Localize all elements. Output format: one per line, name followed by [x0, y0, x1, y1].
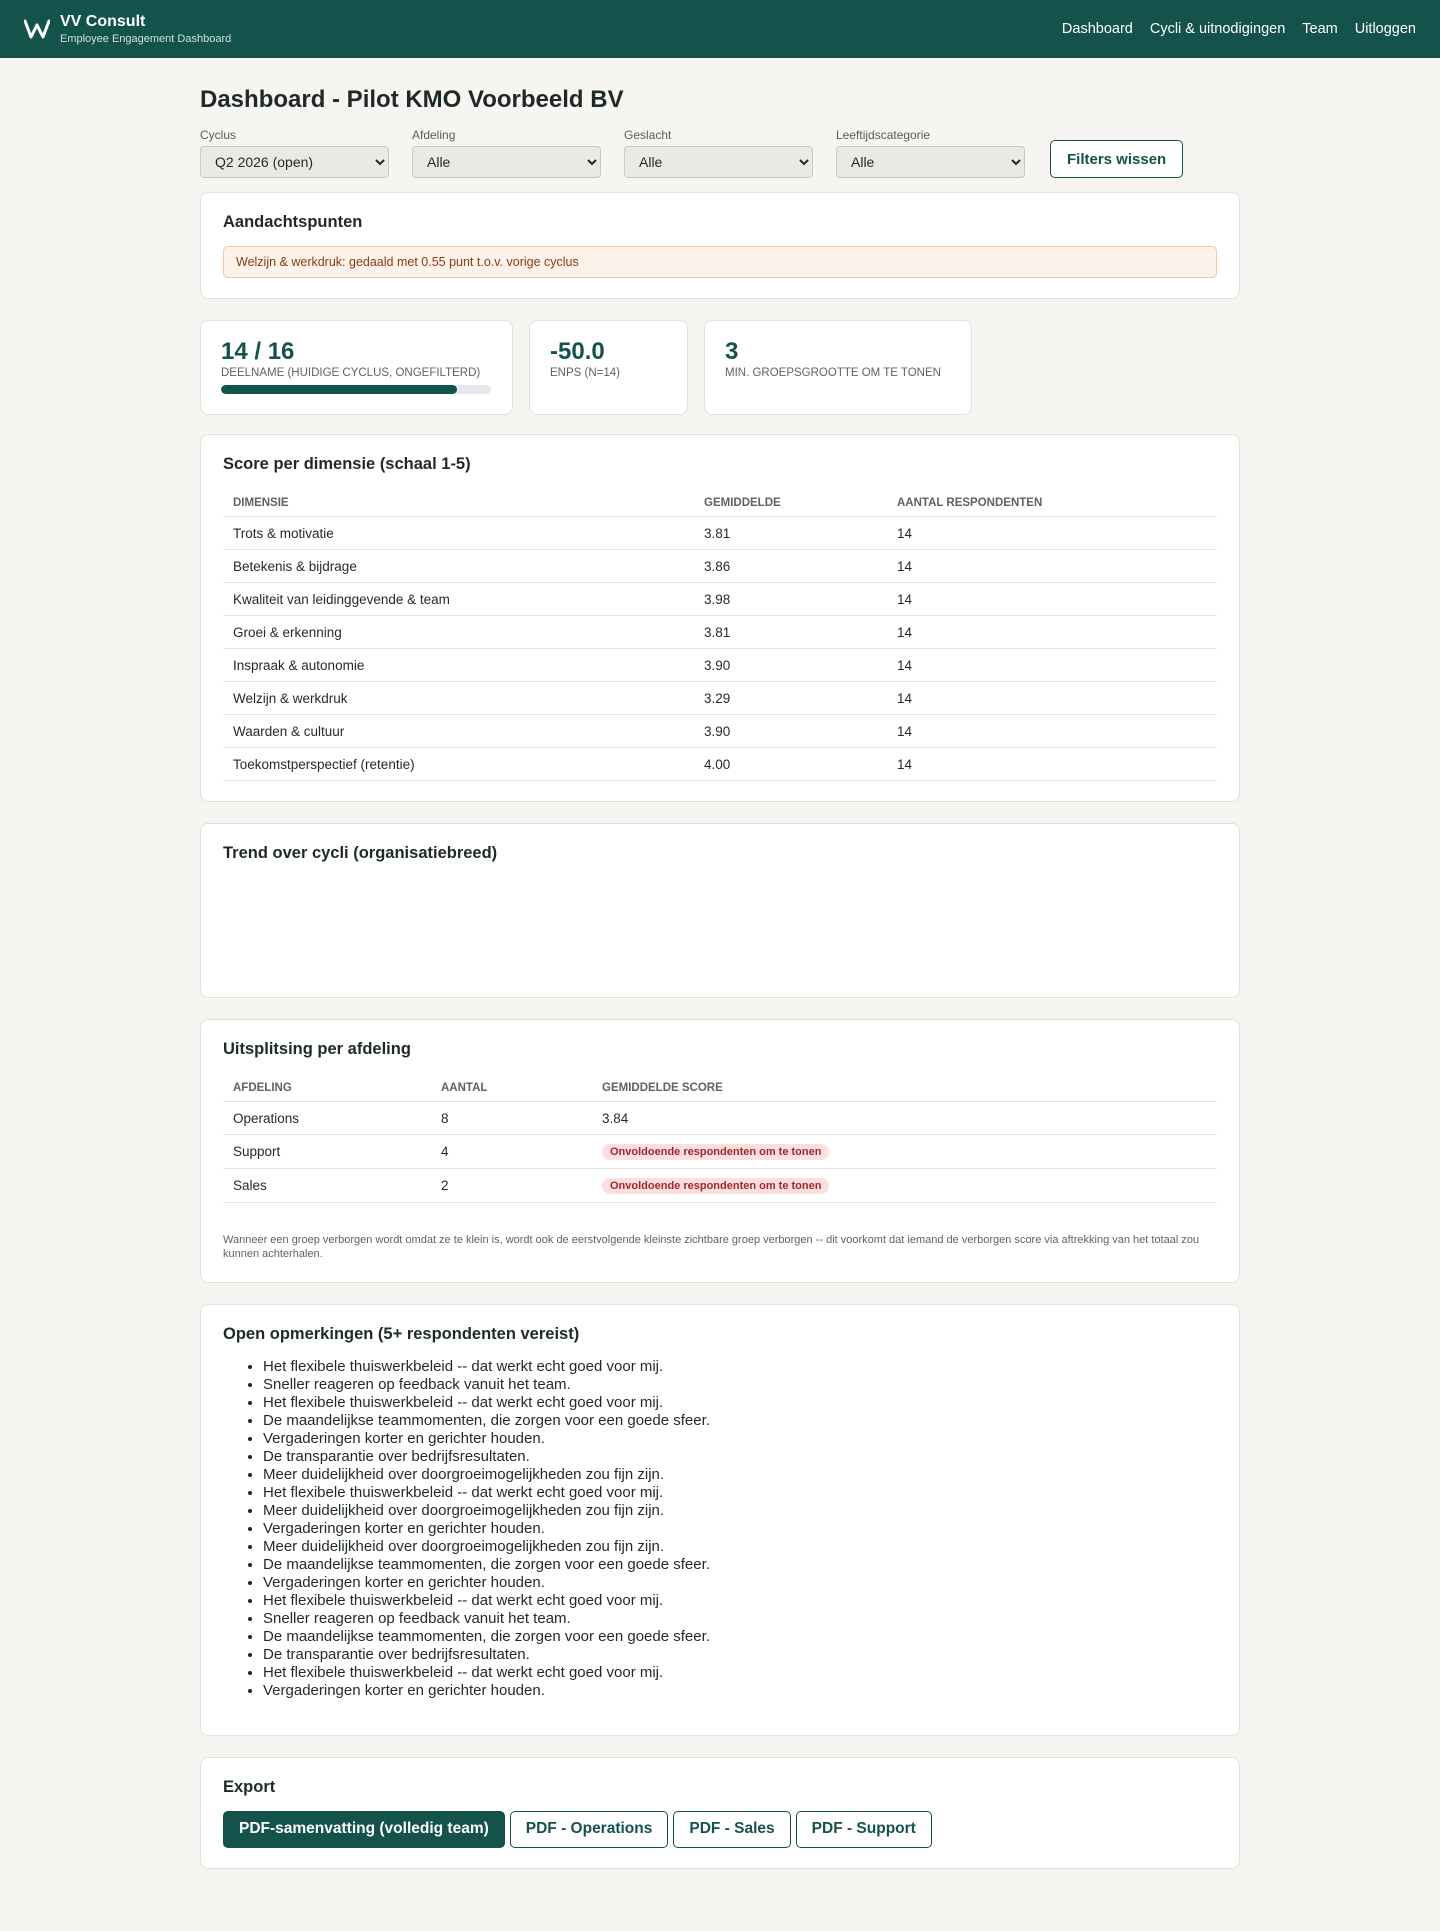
dimension-row: [223, 649, 1217, 682]
department-score: 3.84: [592, 1102, 1217, 1135]
dimension-respondents: 14: [887, 649, 1217, 682]
comment-item: • Meer duidelijkheid over doorgroeimogelijkheden zou fijn zijn.: [263, 1466, 1217, 1484]
export-pdf-sales-button[interactable]: PDF - Sales: [673, 1811, 790, 1848]
dimension-row: [223, 616, 1217, 649]
department-count: 2: [431, 1169, 592, 1203]
export-pdf-full-team-button[interactable]: PDF-samenvatting (volledig team): [223, 1811, 505, 1848]
kpi-participation: [200, 320, 513, 415]
comments-title: Open opmerkingen (5+ respondenten vereist): [223, 1324, 580, 1343]
dimension-name: Toekomstperspectief (retentie): [223, 748, 694, 781]
comments-card: [200, 1304, 1240, 1736]
insufficient-respondents-badge: Onvoldoende respondenten om te tonen: [602, 1144, 829, 1160]
department-count: 8: [431, 1102, 592, 1135]
participation-value: 14 / 16: [221, 338, 295, 365]
w-logo-icon: [24, 18, 50, 40]
filter-cyclus-label: Cyclus: [200, 128, 237, 142]
dimension-name: Inspraak & autonomie: [223, 649, 694, 682]
brand-text: [60, 13, 231, 45]
filter-cyclus: [200, 128, 389, 178]
comment-item: • De transparantie over bedrijfsresultaten.: [263, 1646, 1217, 1664]
department-row: [223, 1102, 1217, 1135]
dimension-respondents: 14: [887, 616, 1217, 649]
dimension-average: 3.90: [694, 715, 887, 748]
afdeling-select[interactable]: [412, 146, 601, 178]
export-buttons: [223, 1811, 1217, 1848]
cyclus-select[interactable]: [200, 146, 389, 178]
col-aantal-respondenten: AANTAL RESPONDENTEN: [887, 488, 1217, 517]
min-group-label: MIN. GROEPSGROOTTE OM TE TONEN: [725, 367, 941, 380]
attention-title: Aandachtspunten: [223, 213, 363, 231]
filter-afdeling-label: Afdeling: [412, 128, 456, 142]
comment-item: • Het flexibele thuiswerkbeleid -- dat werkt echt goed voor mij.: [263, 1664, 1217, 1682]
kpi-min-group: [704, 320, 972, 415]
export-pdf-operations-button[interactable]: PDF - Operations: [510, 1811, 669, 1848]
comment-item: • Het flexibele thuiswerkbeleid -- dat werkt echt goed voor mij.: [263, 1592, 1217, 1610]
dimension-name: Trots & motivatie: [223, 517, 694, 550]
dimension-average: 3.81: [694, 616, 887, 649]
filter-leeftijd: [836, 128, 1025, 178]
department-name: Support: [223, 1135, 431, 1169]
dimension-respondents: 14: [887, 715, 1217, 748]
dimensions-table-body: [223, 517, 1217, 781]
comment-item: • Vergaderingen korter en gerichter houden.: [263, 1682, 1217, 1700]
departments-table-body: [223, 1102, 1217, 1203]
dimension-row: [223, 715, 1217, 748]
export-title: Export: [223, 1777, 276, 1796]
departments-card: [200, 1019, 1240, 1283]
enps-label: ENPS (N=14): [550, 367, 620, 380]
dimension-average: 3.98: [694, 583, 887, 616]
dimension-average: 3.81: [694, 517, 887, 550]
dimension-average: 3.29: [694, 682, 887, 715]
comment-item: • Vergaderingen korter en gerichter houden.: [263, 1520, 1217, 1538]
col-aantal: AANTAL: [431, 1073, 592, 1102]
participation-progress-bar: [221, 385, 491, 394]
col-gemiddelde-score: GEMIDDELDE SCORE: [592, 1073, 1217, 1102]
departments-header-row: [223, 1073, 1217, 1102]
page-title: Dashboard - Pilot KMO Voorbeeld BV: [200, 86, 624, 113]
kpi-row: [200, 320, 1240, 415]
departments-note: Wanneer een groep verborgen wordt omdat ze te klein is, wordt ook de eerstvolgende kleinste zichtbare groep verborgen -- dit voorkomt dat iemand de verborgen score via aftrekking van het totaal zou kunnen achterhalen.: [223, 1234, 1200, 1261]
comment-item: • Sneller reageren op feedback vanuit het team.: [263, 1376, 1217, 1394]
department-count: 4: [431, 1135, 592, 1169]
department-score-cell: [592, 1169, 1217, 1203]
comment-item: • Meer duidelijkheid over doorgroeimogelijkheden zou fijn zijn.: [263, 1538, 1217, 1556]
comment-item: • Het flexibele thuiswerkbeleid -- dat werkt echt goed voor mij.: [263, 1358, 1217, 1376]
dimension-average: 3.90: [694, 649, 887, 682]
dimension-average: 3.86: [694, 550, 887, 583]
enps-value: -50.0: [550, 338, 605, 365]
export-pdf-support-button[interactable]: PDF - Support: [796, 1811, 932, 1848]
department-score-cell: [592, 1135, 1217, 1169]
dimensions-header-row: [223, 488, 1217, 517]
dimension-row: [223, 517, 1217, 550]
export-card: [200, 1757, 1240, 1869]
min-group-value: 3: [725, 338, 739, 365]
dimension-name: Welzijn & werkdruk: [223, 682, 694, 715]
comment-item: • De transparantie over bedrijfsresultaten.: [263, 1448, 1217, 1466]
dimension-row: [223, 748, 1217, 781]
brand[interactable]: [24, 13, 231, 45]
dimension-name: Betekenis & bijdrage: [223, 550, 694, 583]
dimension-respondents: 14: [887, 550, 1217, 583]
dimensions-card: [200, 434, 1240, 802]
brand-name: VV Consult: [60, 13, 146, 31]
comment-item: • Sneller reageren op feedback vanuit het team.: [263, 1610, 1217, 1628]
dimension-name: Groei & erkenning: [223, 616, 694, 649]
col-gemiddelde: GEMIDDELDE: [694, 488, 887, 517]
dimension-row: [223, 550, 1217, 583]
dimension-respondents: 14: [887, 583, 1217, 616]
nav-cycli-uitnodigingen[interactable]: Cycli & uitnodigingen: [1149, 21, 1286, 37]
dimension-respondents: 14: [887, 517, 1217, 550]
attention-card: [200, 192, 1240, 299]
comment-item: • De maandelijkse teammomenten, die zorgen voor een goede sfeer.: [263, 1628, 1217, 1646]
trend-card: [200, 823, 1240, 998]
filter-afdeling: [412, 128, 601, 178]
top-navigation-bar: [0, 0, 1440, 58]
department-row: [223, 1169, 1217, 1203]
kpi-enps: [529, 320, 688, 415]
clear-filters-button[interactable]: Filters wissen: [1050, 140, 1183, 178]
dimension-row: [223, 583, 1217, 616]
department-row: [223, 1135, 1217, 1169]
comment-item: • Vergaderingen korter en gerichter houden.: [263, 1574, 1217, 1592]
main-nav: [1062, 21, 1416, 37]
comment-item: • Het flexibele thuiswerkbeleid -- dat werkt echt goed voor mij.: [263, 1484, 1217, 1502]
nav-dashboard[interactable]: Dashboard: [1061, 21, 1133, 37]
geslacht-select[interactable]: [624, 146, 813, 178]
insufficient-respondents-badge: Onvoldoende respondenten om te tonen: [602, 1178, 829, 1194]
dimension-respondents: 14: [887, 748, 1217, 781]
filter-geslacht-label: Geslacht: [624, 128, 672, 142]
comment-item: • Het flexibele thuiswerkbeleid -- dat werkt echt goed voor mij.: [263, 1394, 1217, 1412]
dimensions-table: [223, 488, 1217, 781]
attention-alert: Welzijn & werkdruk: gedaald met 0.55 punt t.o.v. vorige cyclus: [223, 246, 1217, 278]
leeftijd-select[interactable]: [836, 146, 1025, 178]
comment-item: • Vergaderingen korter en gerichter houden.: [263, 1430, 1217, 1448]
departments-table: [223, 1073, 1217, 1203]
department-name: Sales: [223, 1169, 431, 1203]
filter-leeftijd-label: Leeftijdscategorie: [836, 128, 931, 142]
filter-bar: [200, 128, 1240, 178]
nav-uitloggen[interactable]: Uitloggen: [1354, 21, 1416, 37]
dimension-respondents: 14: [887, 682, 1217, 715]
comments-list: [223, 1358, 1217, 1700]
col-dimensie: DIMENSIE: [223, 488, 694, 517]
participation-label: DEELNAME (HUIDIGE CYCLUS, ONGEFILTERD): [221, 367, 481, 380]
dimension-name: Waarden & cultuur: [223, 715, 694, 748]
nav-team[interactable]: Team: [1302, 21, 1338, 37]
brand-subtitle: Employee Engagement Dashboard: [60, 32, 232, 45]
filter-geslacht: [624, 128, 813, 178]
col-afdeling: AFDELING: [223, 1073, 431, 1102]
departments-title: Uitsplitsing per afdeling: [223, 1040, 411, 1058]
comment-item: • De maandelijkse teammomenten, die zorgen voor een goede sfeer.: [263, 1556, 1217, 1574]
department-name: Operations: [223, 1102, 431, 1135]
comment-item: • Meer duidelijkheid over doorgroeimogelijkheden zou fijn zijn.: [263, 1502, 1217, 1520]
dimensions-title: Score per dimensie (schaal 1-5): [223, 455, 471, 473]
dimension-average: 4.00: [694, 748, 887, 781]
participation-progress-fill: [221, 385, 457, 394]
trend-chart-area: [223, 877, 1217, 977]
trend-title: Trend over cycli (organisatiebreed): [223, 844, 498, 862]
dimension-name: Kwaliteit van leidinggevende & team: [223, 583, 694, 616]
main-content: [200, 58, 1240, 1920]
dimension-row: [223, 682, 1217, 715]
comment-item: • De maandelijkse teammomenten, die zorgen voor een goede sfeer.: [263, 1412, 1217, 1430]
